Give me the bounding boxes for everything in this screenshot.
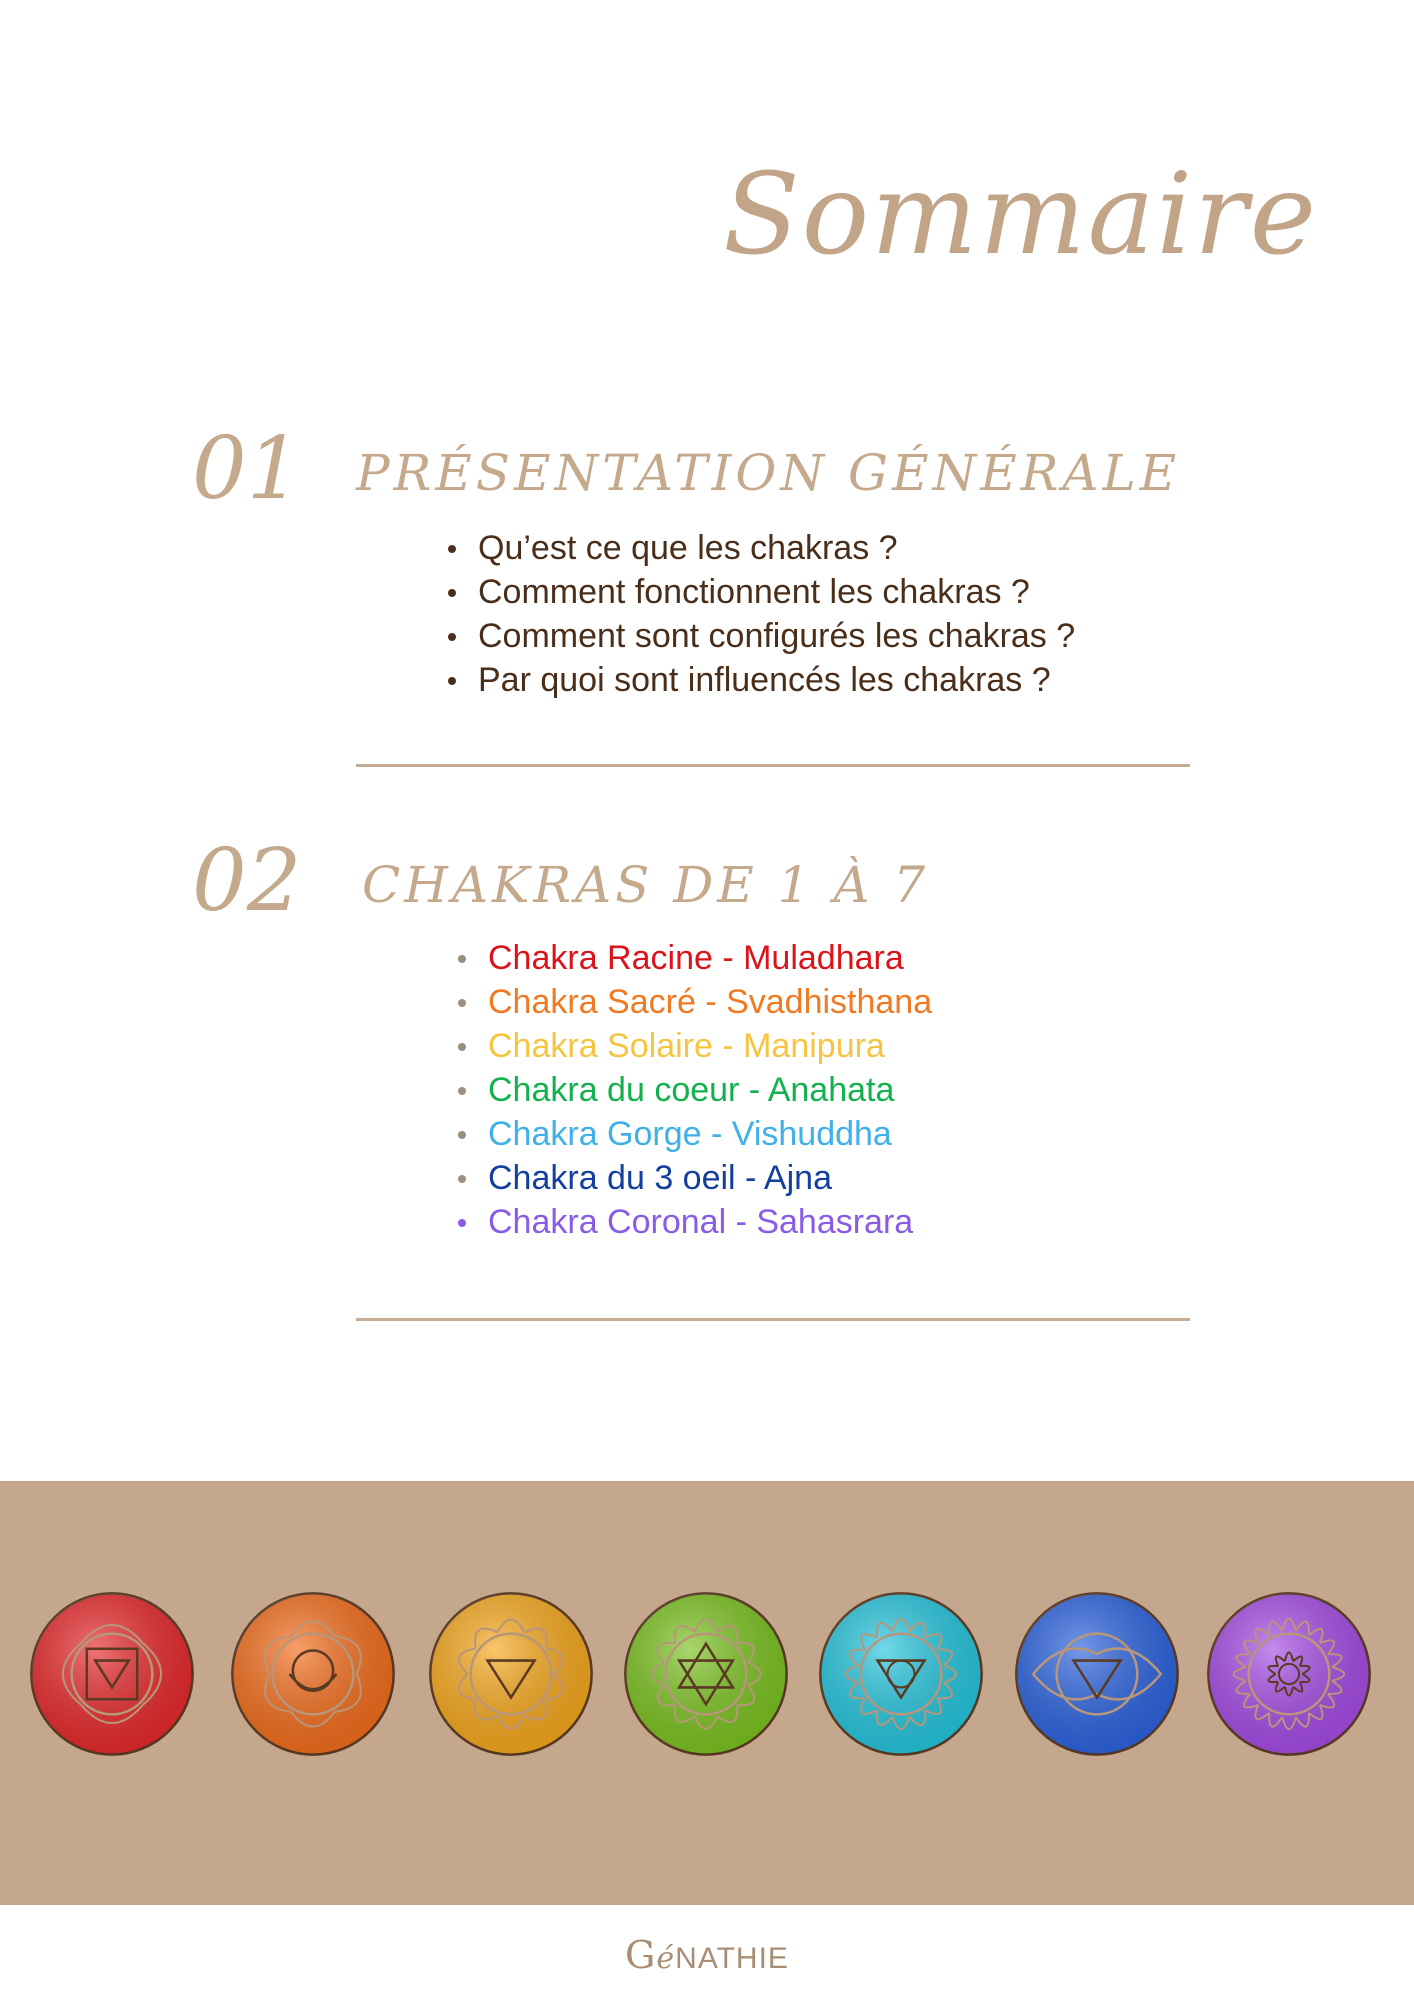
section-number-01: 01 — [192, 419, 302, 519]
throat-chakra-icon — [817, 1590, 985, 1758]
list-item-crown[interactable]: Chakra Coronal - Sahasrara — [450, 1200, 932, 1244]
chakras-list — [450, 936, 932, 1244]
divider — [356, 764, 1190, 767]
sacral-chakra-icon — [229, 1590, 397, 1758]
list-item[interactable]: Comment sont configurés les chakras ? — [440, 614, 1075, 658]
section-title-presentation: PRÉSENTATION GÉNÉRALE — [356, 444, 1181, 502]
brand-logo: GéNATHIE — [625, 1933, 789, 1977]
page-title: Sommaire — [723, 150, 1318, 280]
third-eye-chakra-icon — [1013, 1590, 1181, 1758]
list-item-root[interactable]: Chakra Racine - Muladhara — [450, 936, 932, 980]
root-chakra-icon — [28, 1590, 196, 1758]
list-item[interactable]: Comment fonctionnent les chakras ? — [440, 570, 1075, 614]
list-item[interactable]: Par quoi sont influencés les chakras ? — [440, 658, 1075, 702]
list-item-third-eye[interactable]: Chakra du 3 oeil - Ajna — [450, 1156, 932, 1200]
list-item[interactable]: Qu’est ce que les chakras ? — [440, 526, 1075, 570]
solar-plexus-chakra-icon — [427, 1590, 595, 1758]
section-number-02: 02 — [192, 831, 302, 931]
section-title-chakras: CHAKRAS DE 1 À 7 — [362, 856, 930, 914]
list-item-sacral[interactable]: Chakra Sacré - Svadhisthana — [450, 980, 932, 1024]
list-item-solar[interactable]: Chakra Solaire - Manipura — [450, 1024, 932, 1068]
list-item-throat[interactable]: Chakra Gorge - Vishuddha — [450, 1112, 932, 1156]
crown-chakra-icon — [1205, 1590, 1373, 1758]
chakra-icons-row — [28, 1590, 1388, 1762]
list-item-heart[interactable]: Chakra du coeur - Anahata — [450, 1068, 932, 1112]
divider — [356, 1318, 1190, 1321]
heart-chakra-icon — [622, 1590, 790, 1758]
presentation-list — [440, 526, 1075, 702]
